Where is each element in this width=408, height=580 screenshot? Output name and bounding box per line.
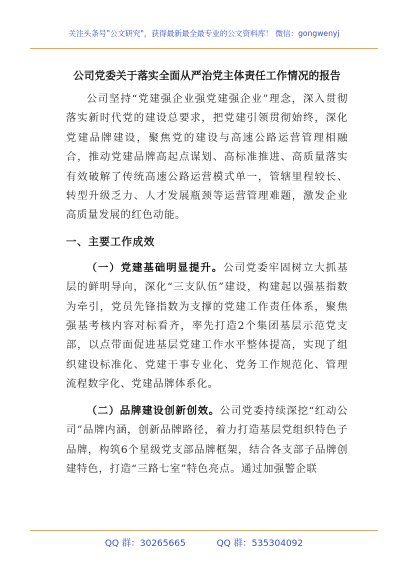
item-2-body: 公司党委持续深挖“红动公司”品牌内涵，创新品牌路径，着力打造基层党组织特色子品牌，构筑6个星级党支部品牌框架，结合各支部子品牌创建特色，打造“三路七室”特色亮点。通过加强警企联 [66,404,348,475]
header-promo-text: 关注头条号"公文研究"，获得最新最全最专业的公文资料库！ 微信：gongwenyj [68,29,340,38]
intro-paragraph: 公司坚持“党建强企业强党建强企业”理念，深入贯彻落实新时代党的建设总要求，把党建引领贯彻始终，深化党建品牌建设，聚焦党的建设与高速公路运营管理相融合，推动党建品牌高起点谋划、高标准推进、高质量落实有效破解了传统高速公路运营模式单一，管辖里程较长、转型升级乏力、人才发展瓶颈等运营管理难题，激发企业高质量发展的红色动能。 [66,93,348,222]
footer-qq-group-2: QQ 群：535304092 [216,539,304,549]
document-title: 公司党委关于落实全面从严治党主体责任工作情况的报告 [73,70,341,82]
document-body [66,60,348,479]
item-1-body: 公司党委牢固树立大抓基层的鲜明导向，深化“三支队伍”建设，构建起以强基指数为牵引，党员先锋指数为支撑的党建工作责任体系，聚焦强基考核内容对标看齐，率先打造2个集团基层示范党支部，以点带面促进基层党建工作水平整体提高，实现了组织建设标准化、党建干事专业化、党务工作规范化、管理流程数字化、党建品牌体系化。 [66,261,348,391]
footer-divider [30,530,378,531]
section-heading: 一、主要工作成效 [66,235,155,248]
item-2-lead: （二）品牌建设创新创效。 [86,404,220,417]
footer-qq-group-1: QQ 群：30265665 [104,539,186,549]
item-1-lead: （一）党建基础明显提升。 [86,261,224,274]
footer-contacts [0,536,408,549]
item-2-paragraph [66,402,348,480]
item-1-paragraph [66,259,348,395]
header-divider [30,48,378,49]
page-header [0,0,408,54]
page-footer [0,520,408,580]
